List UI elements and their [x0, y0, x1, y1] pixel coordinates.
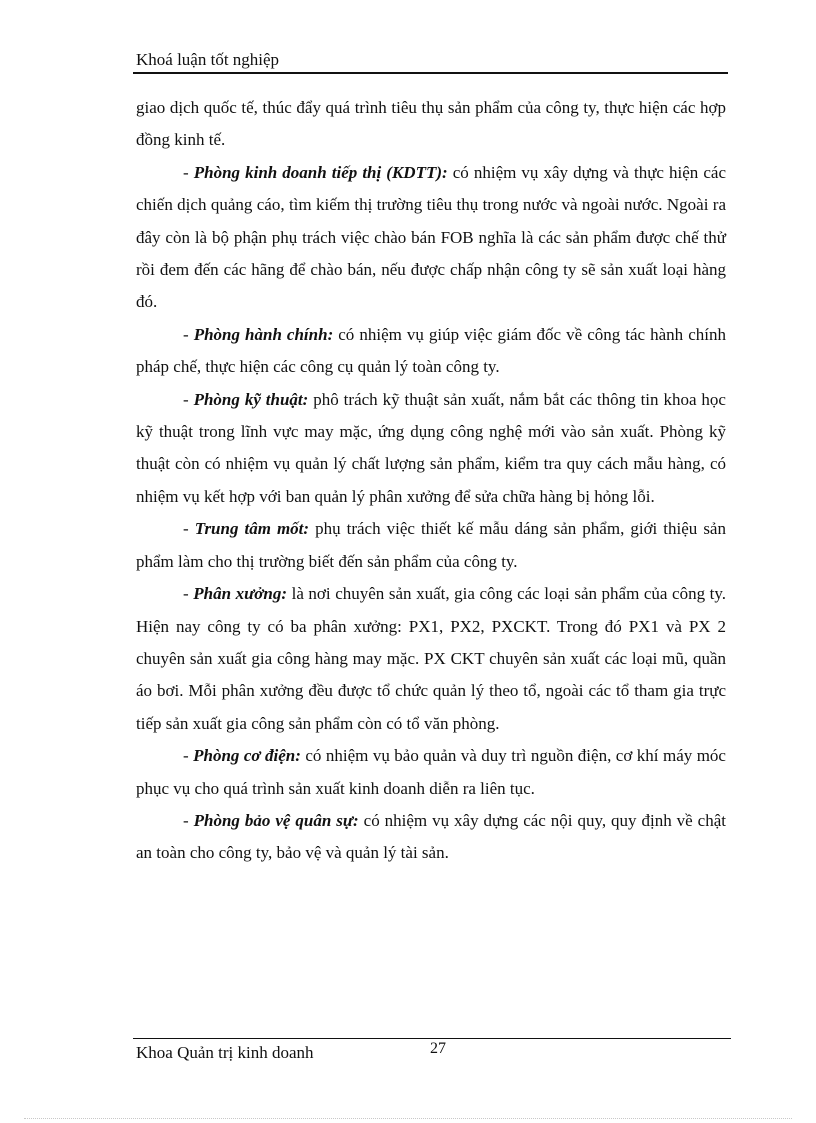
paragraph-text: có nhiệm vụ bảo quản và duy trì nguồn điện, cơ khí máy móc phục vụ cho quá trình sản xuất kinh doanh diễn ra liên tục. — [136, 746, 726, 798]
department-term: Phân xưởng — [193, 584, 282, 604]
department-term: Phòng cơ điện — [193, 746, 296, 766]
paragraph-prefix: - — [183, 162, 194, 182]
footer-faculty: Khoa Quản trị kinh doanh — [136, 1043, 314, 1062]
paragraph-text: có nhiệm vụ xây dựng các nội quy, quy định về chật an toàn cho công ty, bảo vệ và quản lý tài sản. — [136, 810, 726, 863]
paragraph-continuation — [136, 92, 726, 157]
page-edge-dotted-line — [24, 1118, 792, 1119]
paragraph-kdtt — [136, 157, 726, 319]
paragraph-phan-xuong — [136, 578, 726, 740]
paragraph-ky-thuat — [136, 384, 726, 514]
paragraph-prefix: - — [183, 519, 195, 539]
paragraph-text: có nhiệm vụ giúp việc giám đốc về công tác hành chính pháp chế, thực hiện các công cụ quản lý toàn công ty. — [136, 324, 726, 377]
department-term: Phòng kỹ thuật — [193, 389, 303, 409]
page-header: Khoá luận tốt nghiệp — [136, 50, 280, 69]
department-term: Phòng kinh doanh tiếp thị (KDTT) — [193, 162, 442, 182]
paragraph-prefix: - — [183, 746, 194, 766]
paragraph-text: phô trách kỹ thuật sản xuất, nắm bắt các thông tin khoa học kỹ thuật trong lĩnh vực may mặc, ứng dụng công nghệ mới vào sản xuất. Phòng kỹ thuật còn có nhiệm vụ quản lý chất lượng sản phẩm, kiểm tra quy cách mẫu hàng, có nhiệm vụ kết hợp với ban quản lý phân xưởng để sửa chữa hàng bị hỏng lỗi. — [136, 389, 726, 506]
paragraph-prefix: - — [183, 810, 194, 830]
paragraph-text: là nơi chuyên sản xuất, gia công các loại sản phẩm của công ty. Hiện nay công ty có ba phân xưởng: PX1, PX2, PXCKT. Trong đó PX1 và PX 2 chuyên sản xuất gia công hàng may mặc. PX CKT chuyên sản xuất các loại mũ, quần áo bơi. Mỗi phân xưởng đều được tổ chức quản lý theo tổ, ngoài các tổ tham gia trực tiếp sản xuất gia công sản phẩm còn có tổ văn phòng. — [136, 584, 726, 733]
paragraph-bao-ve — [136, 805, 726, 870]
paragraph-text: phụ trách việc thiết kế mẫu dáng sản phẩm, giới thiệu sản phẩm làm cho thị trường biết đến sản phẩm của công ty. — [136, 519, 726, 571]
term-separator: : — [302, 389, 314, 409]
paragraph-prefix: - — [183, 389, 194, 409]
term-separator: : — [442, 162, 453, 182]
paragraph-co-dien — [136, 740, 726, 805]
term-separator: : — [327, 324, 339, 344]
header-rule — [133, 72, 728, 74]
document-body — [136, 92, 726, 870]
page-number: 27 — [430, 1040, 446, 1057]
term-separator: : — [303, 519, 316, 539]
paragraph-hanh-chinh — [136, 319, 726, 384]
department-term: Trung tâm mốt — [194, 519, 304, 539]
paragraph-text: có nhiệm vụ xây dựng và thực hiện các chiến dịch quảng cáo, tìm kiếm thị trường tiêu thụ trong nước và ngoài nước. Ngoài ra đây còn là bộ phận phụ trách việc chào bán FOB nghĩa là các sản phẩm được chế thử rồi đem đến các hãng để chào bán, nếu được chấp nhận công ty sẽ sản xuất loại hàng đó. — [136, 162, 726, 312]
department-term: Phòng bảo vệ quân sự — [193, 810, 354, 830]
paragraph-trung-tam-mot — [136, 513, 726, 578]
term-separator: : — [295, 746, 306, 766]
department-term: Phòng hành chính — [193, 324, 328, 344]
term-separator: : — [281, 584, 292, 604]
paragraph-prefix: - — [183, 584, 194, 604]
paragraph-text: giao dịch quốc tế, thúc đẩy quá trình tiêu thụ sản phẩm của công ty, thực hiện các hợp đồng kinh tế. — [136, 98, 726, 150]
paragraph-prefix: - — [183, 324, 194, 344]
term-separator: : — [353, 810, 364, 830]
